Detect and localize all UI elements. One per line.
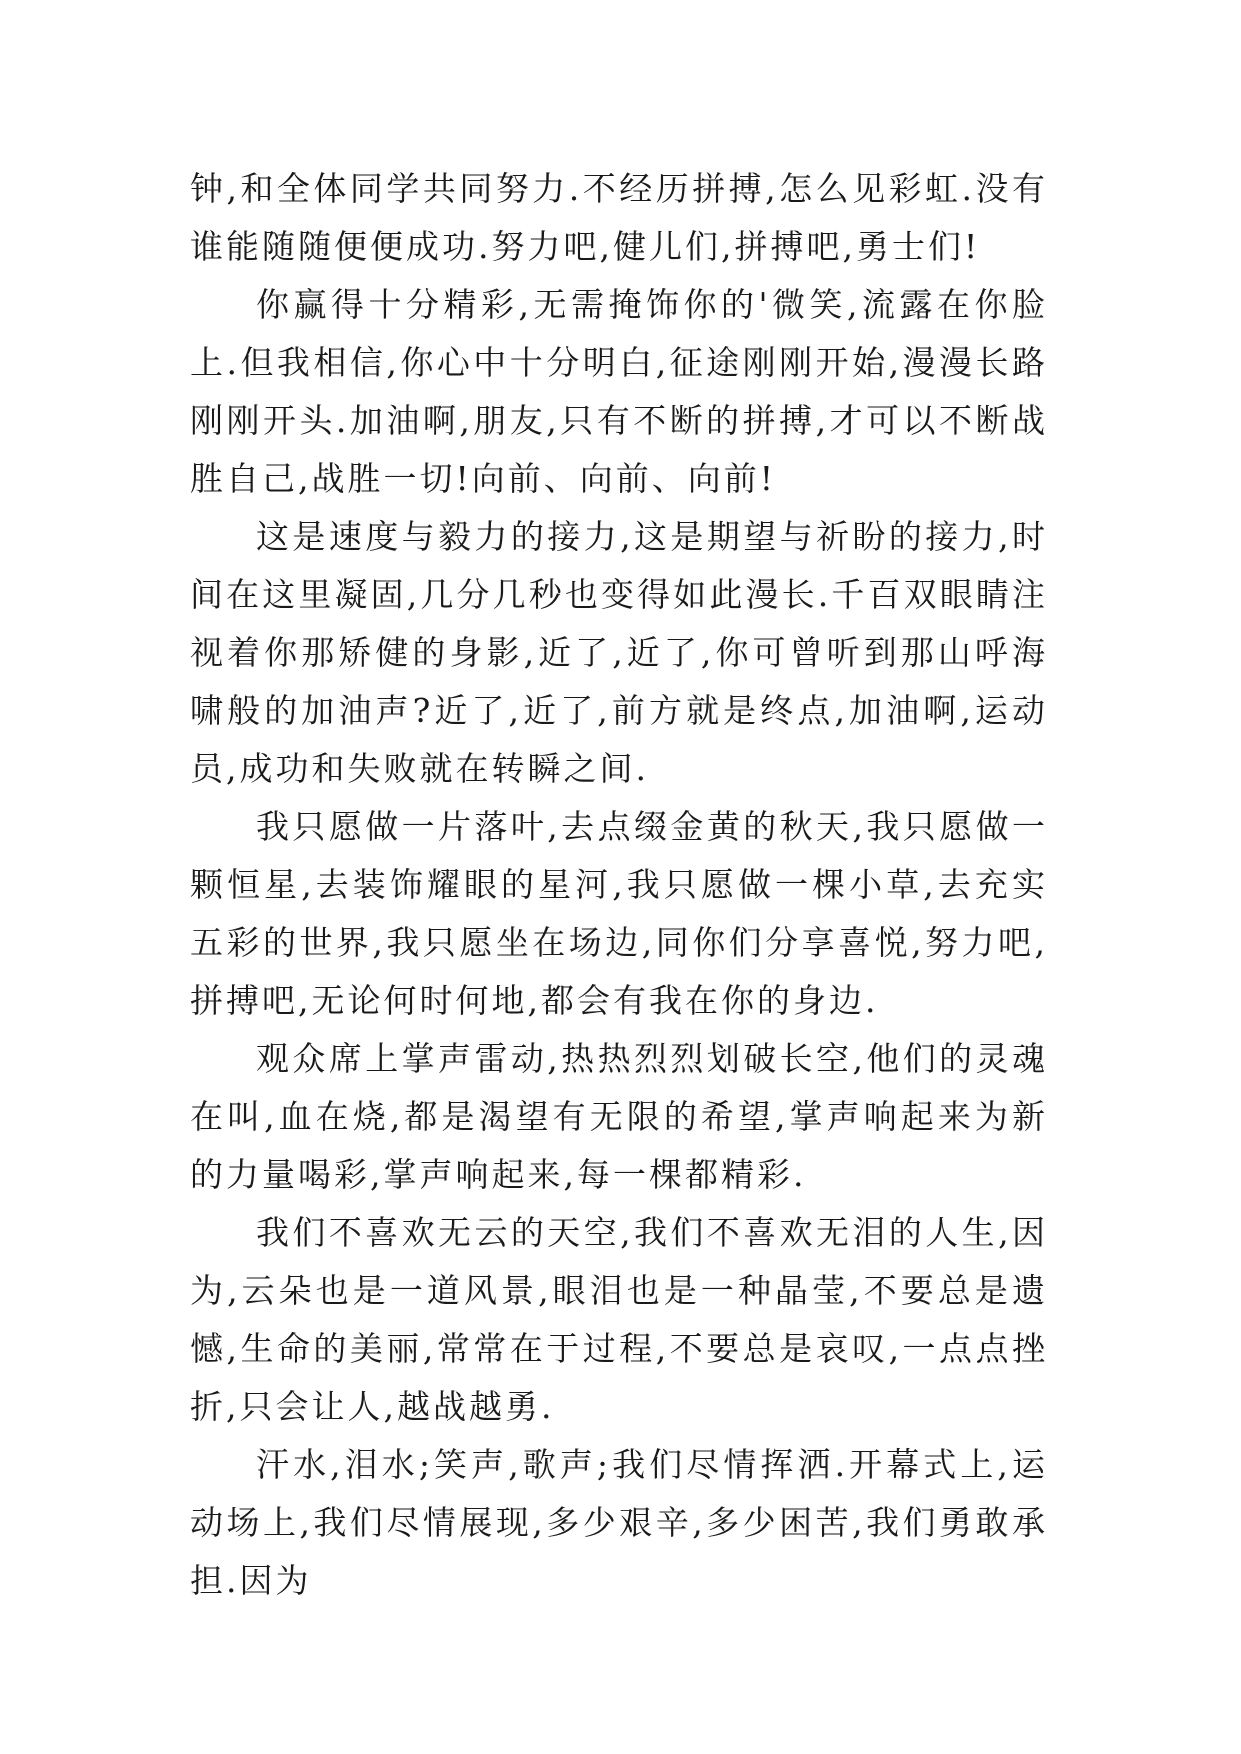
paragraph-5: 观众席上掌声雷动,热热烈烈划破长空,他们的灵魂在叫,血在烧,都是渴望有无限的希望,掌声响起来为新的力量喝彩,掌声响起来,每一棵都精彩. (190, 1039, 1048, 1194)
paragraph-1: 钟,和全体同学共同努力.不经历拼搏,怎么见彩虹.没有谁能随随便便成功.努力吧,健儿们,拼搏吧,勇士们! (190, 169, 1048, 266)
paragraph-6: 我们不喜欢无云的天空,我们不喜欢无泪的人生,因为,云朵也是一道风景,眼泪也是一种晶莹,不要总是遗憾,生命的美丽,常常在于过程,不要总是哀叹,一点点挫折,只会让人,越战越勇. (190, 1213, 1048, 1426)
body-text (190, 160, 1048, 1610)
paragraph-3: 这是速度与毅力的接力,这是期望与祈盼的接力,时间在这里凝固,几分几秒也变得如此漫长.千百双眼睛注视着你那矫健的身影,近了,近了,你可曾听到那山呼海啸般的加油声?近了,近了,前方就是终点,加油啊,运动员,成功和失败就在转瞬之间. (190, 517, 1048, 788)
paragraph-4: 我只愿做一片落叶,去点缀金黄的秋天,我只愿做一颗恒星,去装饰耀眼的星河,我只愿做一棵小草,去充实五彩的世界,我只愿坐在场边,同你们分享喜悦,努力吧,拼搏吧,无论何时何地,都会有我在你的身边. (190, 807, 1048, 1020)
paragraph-2: 你赢得十分精彩,无需掩饰你的'微笑,流露在你脸上.但我相信,你心中十分明白,征途刚刚开始,漫漫长路刚刚开头.加油啊,朋友,只有不断的拼搏,才可以不断战胜自己,战胜一切!向前、向前、向前! (190, 285, 1048, 498)
paragraph-7: 汗水,泪水;笑声,歌声;我们尽情挥洒.开幕式上,运动场上,我们尽情展现,多少艰辛,多少困苦,我们勇敢承担.因为 (190, 1445, 1048, 1600)
